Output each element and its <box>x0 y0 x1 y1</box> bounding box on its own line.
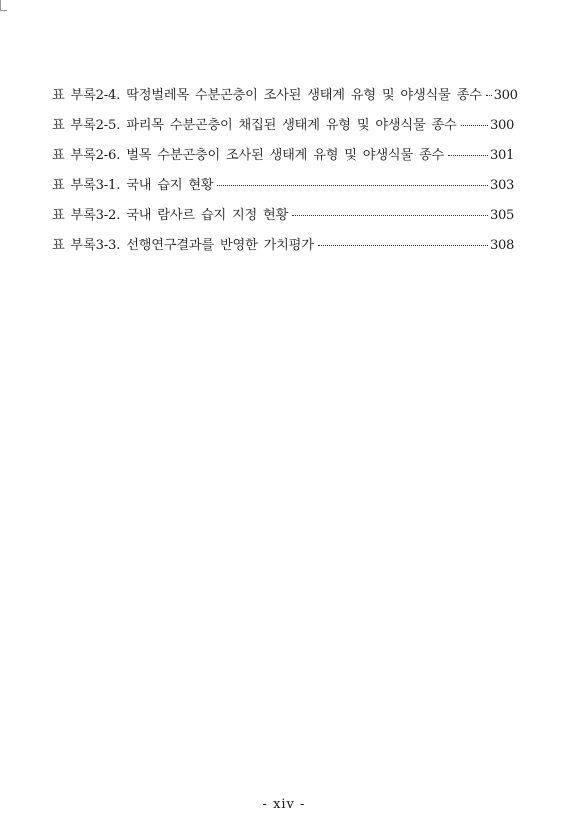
dot-leader <box>217 185 488 186</box>
toc-entry-title: 표 부록2-6. 벌목 수분곤충이 조사된 생태계 유형 및 야생식물 종수 <box>52 148 445 163</box>
toc-entry[interactable] <box>52 174 514 204</box>
page-number: - xiv - <box>262 797 306 812</box>
toc-entry[interactable] <box>52 144 514 174</box>
toc-entry-title: 표 부록3-2. 국내 람사르 습지 지정 현황 <box>52 208 289 223</box>
toc-entry-page: 308 <box>490 238 514 253</box>
dot-leader <box>486 95 492 96</box>
toc-entry[interactable] <box>52 234 514 264</box>
toc-entry-page: 305 <box>490 208 514 223</box>
dot-leader <box>292 215 488 216</box>
toc-entry-title: 표 부록3-1. 국내 습지 현황 <box>52 178 214 193</box>
toc-entry-page: 303 <box>490 178 514 193</box>
toc-entry-page: 300 <box>493 88 518 103</box>
toc-entry-page: 300 <box>490 118 514 133</box>
dot-leader <box>318 245 488 246</box>
dot-leader <box>461 125 488 126</box>
toc-entry[interactable] <box>52 84 518 114</box>
toc-entry-title: 표 부록2-5. 파리목 수분곤충이 채집된 생태계 유형 및 야생식물 종수 <box>52 118 457 133</box>
toc-entry-page: 301 <box>490 148 514 163</box>
toc-entry-title: 표 부록3-3. 선행연구결과를 반영한 가치평가 <box>52 238 314 253</box>
toc-entry[interactable] <box>52 204 514 234</box>
crop-mark <box>0 0 7 11</box>
toc-entry-title: 표 부록2-4. 딱정벌레목 수분곤충이 조사된 생태계 유형 및 야생식물 종수 <box>52 88 482 103</box>
toc-entry[interactable] <box>52 114 514 144</box>
table-of-contents-list <box>52 84 518 264</box>
dot-leader <box>448 155 488 156</box>
